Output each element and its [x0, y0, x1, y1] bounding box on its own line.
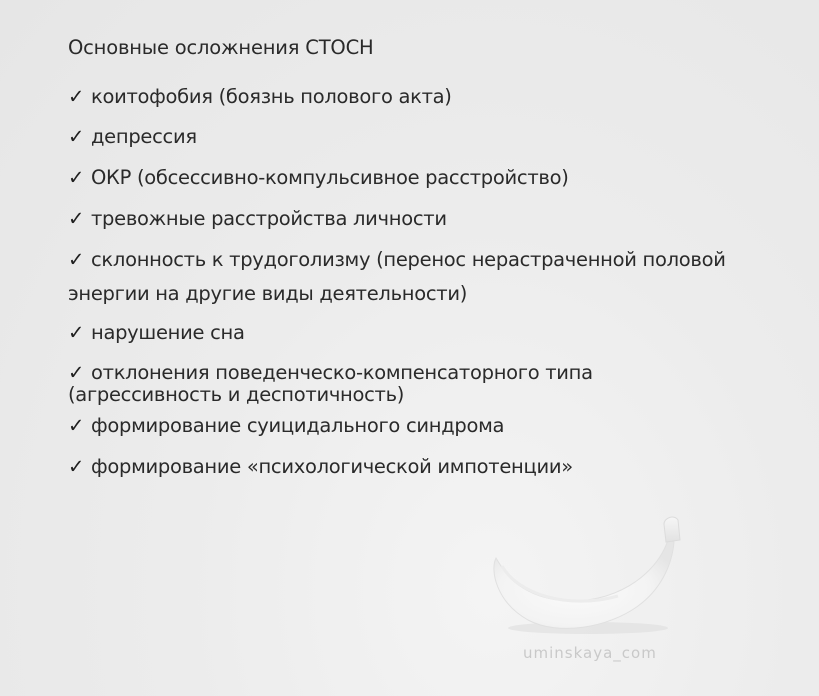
checkmark-icon: ✓: [68, 85, 85, 108]
list-item-psychological-impotence: [68, 456, 573, 478]
checkmark-icon: ✓: [68, 207, 85, 230]
list-item-text: нарушение сна: [91, 321, 245, 344]
list-item-ocd: [68, 167, 569, 189]
list-item-text-continued: энергии на другие виды деятельности): [68, 282, 468, 305]
checkmark-icon: ✓: [68, 455, 85, 478]
list-item-text: формирование суицидального синдрома: [91, 414, 505, 437]
list-item-coitophobia: [68, 86, 452, 108]
list-item-anxiety: [68, 208, 447, 230]
checkmark-icon: ✓: [68, 166, 85, 189]
checkmark-icon: ✓: [68, 414, 85, 437]
banana-stem: [664, 517, 680, 542]
list-item-text: формирование «психологической импотенции»: [91, 455, 573, 478]
list-item-behavioral-deviation: [68, 362, 593, 406]
list-item-text: коитофобия (боязнь полового акта): [91, 85, 452, 108]
watermark: uminskaya_com: [523, 644, 657, 662]
checkmark-icon: ✓: [68, 248, 85, 271]
list-item-sleep-disorder: [68, 322, 245, 344]
list-item-text: отклонения поведенческо-компенсаторного типа: [91, 361, 593, 384]
list-item-text: ОКР (обсессивно-компульсивное расстройство): [91, 166, 569, 189]
list-item-text: тревожные расстройства личности: [91, 207, 447, 230]
slide-title: Основные осложнения СТОСН: [68, 36, 374, 59]
list-item-text: депрессия: [91, 125, 197, 148]
checkmark-icon: ✓: [68, 321, 85, 344]
checkmark-icon: ✓: [68, 125, 85, 148]
list-item-text-continued: (агрессивность и деспотичность): [68, 383, 405, 406]
list-item-suicidal-syndrome: [68, 415, 504, 437]
list-item-text: склонность к трудоголизму (перенос нерастраченной половой: [91, 248, 726, 271]
list-item-depression: [68, 126, 197, 148]
list-item-workaholism: [68, 243, 726, 311]
banana-illustration: [488, 510, 698, 640]
checkmark-icon: ✓: [68, 361, 85, 384]
